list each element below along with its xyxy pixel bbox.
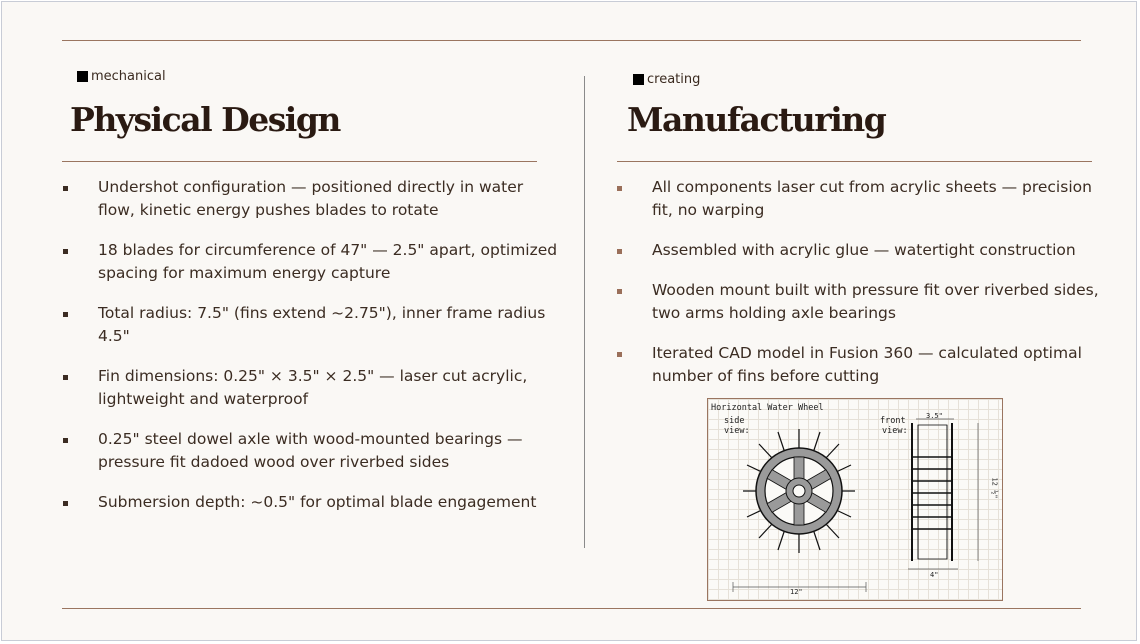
bullet-icon xyxy=(63,438,68,443)
left-bullet-list xyxy=(62,176,562,531)
front-view-label: front xyxy=(880,416,906,426)
left-section-title: Physical Design xyxy=(70,100,340,139)
list-item: Wooden mount built with pressure fit over riverbed sides, two arms holding axle bearings xyxy=(616,279,1112,325)
top-dimension: 3.5" xyxy=(926,412,943,420)
bullet-icon xyxy=(617,289,622,294)
bullet-icon xyxy=(63,375,68,380)
bullet-icon xyxy=(63,501,68,506)
sketch-title: Horizontal Water Wheel xyxy=(711,403,824,413)
width-dimension: 12" xyxy=(790,588,803,596)
right-tag-label: creating xyxy=(647,72,701,87)
left-section-tag xyxy=(77,69,166,84)
right-bullet-list xyxy=(616,176,1112,405)
height-dimension: 12 ½" xyxy=(990,477,999,499)
water-wheel-sketch xyxy=(707,398,1003,601)
right-section-title: Manufacturing xyxy=(627,100,886,139)
square-bullet-icon xyxy=(633,74,644,85)
list-item: 18 blades for circumference of 47" — 2.5" apart, optimized spacing for maximum energy capture xyxy=(62,239,562,285)
side-view-label-2: view: xyxy=(724,426,750,436)
top-rule xyxy=(62,40,1081,41)
left-tag-label: mechanical xyxy=(91,69,166,84)
wheel-drawing xyxy=(708,399,1004,602)
list-item: All components laser cut from acrylic sheets — precision fit, no warping xyxy=(616,176,1112,222)
list-item: Undershot configuration — positioned directly in water flow, kinetic energy pushes blades to rotate xyxy=(62,176,562,222)
bottom-rule xyxy=(62,608,1081,609)
bottom-dimension: 4" xyxy=(930,571,939,579)
list-item: Fin dimensions: 0.25" × 3.5" × 2.5" — laser cut acrylic, lightweight and waterproof xyxy=(62,365,562,411)
column-divider xyxy=(584,76,585,548)
square-bullet-icon xyxy=(77,71,88,82)
bullet-icon xyxy=(617,249,622,254)
list-item: Total radius: 7.5" (fins extend ~2.75"), inner frame radius 4.5" xyxy=(62,302,562,348)
right-section-tag xyxy=(633,72,700,87)
right-heading-rule xyxy=(617,161,1092,162)
side-view-label: side xyxy=(724,416,745,426)
front-view-label-2: view: xyxy=(882,426,908,436)
bullet-icon xyxy=(63,249,68,254)
slide xyxy=(1,1,1137,641)
bullet-icon xyxy=(617,352,622,357)
list-item: Iterated CAD model in Fusion 360 — calculated optimal number of fins before cutting xyxy=(616,342,1112,388)
bullet-icon xyxy=(63,186,68,191)
bullet-icon xyxy=(617,186,622,191)
list-item: Submersion depth: ~0.5" for optimal blade engagement xyxy=(62,491,562,514)
bullet-icon xyxy=(63,312,68,317)
list-item: Assembled with acrylic glue — watertight construction xyxy=(616,239,1112,262)
list-item: 0.25" steel dowel axle with wood-mounted bearings — pressure fit dadoed wood over riverbed sides xyxy=(62,428,562,474)
left-heading-rule xyxy=(62,161,537,162)
